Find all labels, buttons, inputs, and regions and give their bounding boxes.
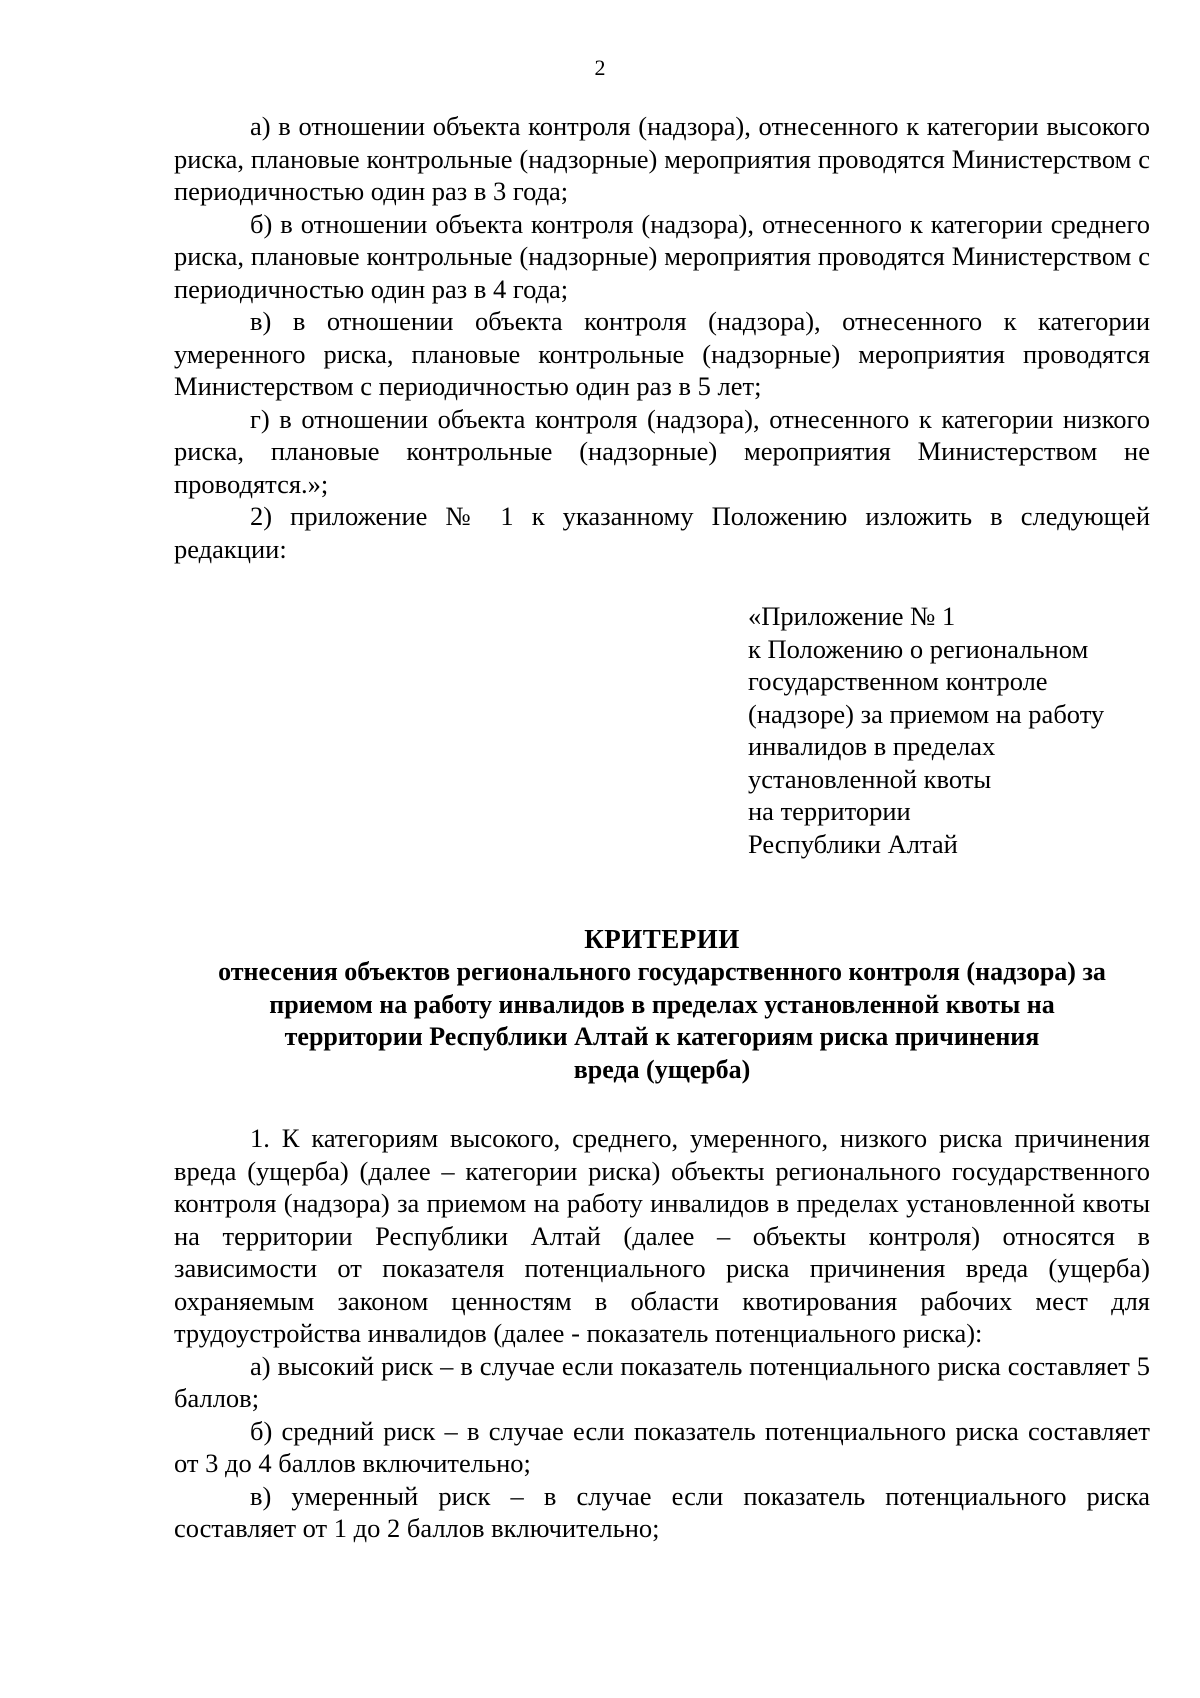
paragraph-appendix-amendment: 2) приложение № 1 к указанному Положению изложить в следующей редакции: bbox=[174, 501, 1150, 564]
paragraph-low-risk-inspections: г) в отношении объекта контроля (надзора), отнесенного к категории низкого риска, плановые контрольные (надзорные) мероприятия Министерством не проводятся.»; bbox=[174, 403, 1150, 499]
paragraph-high-risk-criteria: а) высокий риск – в случае если показатель потенциального риска составляет 5 баллов; bbox=[174, 1350, 1150, 1413]
document-title: КРИТЕРИИ bbox=[584, 924, 740, 954]
paragraph-high-risk-inspections: а) в отношении объекта контроля (надзора), отнесенного к категории высокого риска, плановые контрольные (надзорные) мероприятия проводятся Министерством с периодичностью один раз в 3 года; bbox=[174, 111, 1150, 206]
appendix-line: инвалидов в пределах bbox=[748, 731, 996, 761]
amendment-paragraphs bbox=[174, 110, 1150, 565]
appendix-line: Республики Алтай bbox=[748, 828, 958, 859]
document-subtitle-line: отнесения объектов регионального государственного контроля (надзора) за bbox=[218, 957, 1106, 986]
paragraph-medium-risk-inspections: б) в отношении объекта контроля (надзора), отнесенного к категории среднего риска, плановые контрольные (надзорные) мероприятия проводятся Министерством с периодичностью один раз в 4 года; bbox=[174, 208, 1150, 304]
page-number: 2 bbox=[594, 55, 606, 80]
appendix-line: государственном контроле bbox=[748, 666, 1048, 696]
document-subtitle-line: вреда (ущерба) bbox=[573, 1054, 751, 1084]
appendix-line: (надзоре) за приемом на работу bbox=[748, 698, 1105, 729]
paragraph-medium-risk-criteria: б) средний риск – в случае если показатель потенциального риска составляет от 3 до 4 баллов включительно; bbox=[174, 1415, 1150, 1478]
appendix-line: установленной квоты bbox=[748, 763, 992, 794]
appendix-line: на территории bbox=[748, 796, 911, 826]
appendix-header bbox=[748, 600, 1168, 860]
criteria-paragraphs bbox=[174, 1122, 1150, 1545]
appendix-line: к Положению о региональном bbox=[748, 633, 1089, 664]
document-subtitle-line: территории Республики Алтай к категориям риска причинения bbox=[284, 1022, 1040, 1051]
paragraph-moderate-risk-inspections: в) в отношении объекта контроля (надзора), отнесенного к категории умеренного риска, плановые контрольные (надзорные) мероприятия проводятся Министерством с периодичностью один раз в 5 лет; bbox=[174, 306, 1150, 401]
document-subtitle-line: приемом на работу инвалидов в пределах установленной квоты на bbox=[269, 989, 1055, 1019]
appendix-line: «Приложение № 1 bbox=[748, 601, 956, 631]
criteria-title-block bbox=[160, 923, 1164, 1086]
paragraph-risk-categories-intro: 1. К категориям высокого, среднего, умеренного, низкого риска причинения вреда (ущерба) (далее – категории риска) объекты регионального государственного контроля (надзора) за приемом на работу инвалидов в пределах установленной квоты на территории Республики Алтай (далее – объекты контроля) относятся в зависимости от показателя потенциального риска причинения вреда (ущерба) охраняемым законом ценностям в области квотирования рабочих мест для трудоустройства инвалидов (далее - показатель потенциального риска): bbox=[174, 1123, 1150, 1348]
paragraph-moderate-risk-criteria: в) умеренный риск – в случае если показатель потенциального риска составляет от 1 до 2 баллов включительно; bbox=[174, 1480, 1150, 1543]
